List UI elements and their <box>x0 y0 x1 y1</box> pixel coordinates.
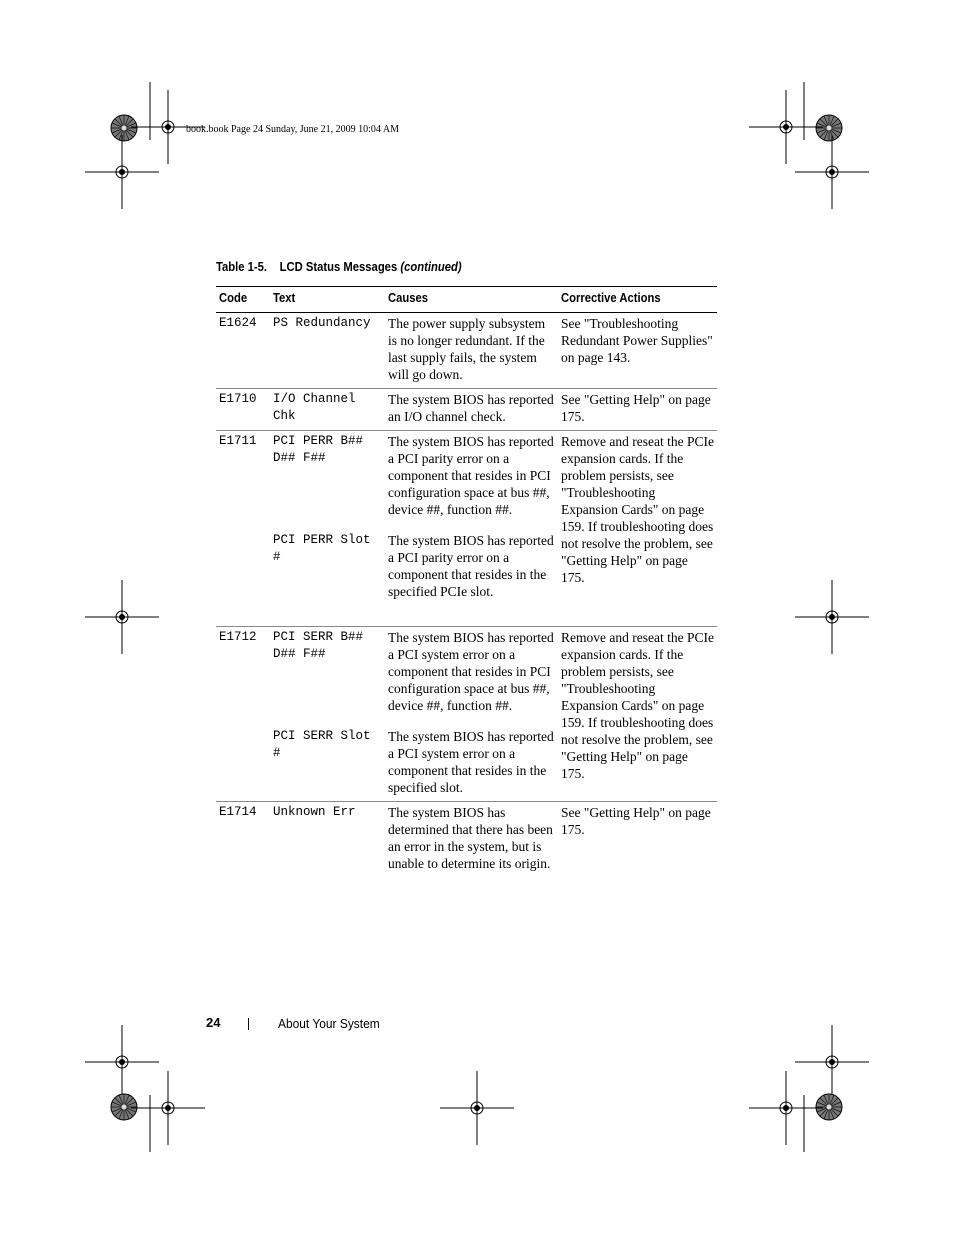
table-row <box>216 431 717 524</box>
registration-wheel-icon <box>816 115 842 141</box>
table-row <box>216 389 717 431</box>
text-cell: PS Redundancy <box>270 313 385 389</box>
crosshair-icon <box>85 1025 159 1099</box>
crosshair-icon <box>85 580 159 654</box>
text-cell: PCI SERR B## D## F## <box>273 630 364 661</box>
crosshair-icon <box>795 135 869 209</box>
crosshair-icon <box>131 1071 205 1145</box>
code-cell: E1711 <box>216 431 270 627</box>
actions-cell: See "Getting Help" on page 175. <box>558 389 717 431</box>
causes-cell: The system BIOS has reported an I/O channel check. <box>385 389 558 431</box>
table-row <box>216 627 717 720</box>
registration-wheel-icon <box>111 1094 137 1120</box>
code-cell: E1624 <box>216 313 270 389</box>
table-continued-label: (continued) <box>400 260 462 274</box>
column-header-code: Code <box>216 287 270 313</box>
registration-wheel-icon <box>816 1094 842 1120</box>
text-cell: PCI PERR B## D## F## <box>273 434 364 465</box>
causes-cell: The system BIOS has reported a PCI parity error on a component that resides in the specified PCIe slot. <box>385 523 558 627</box>
text-cell: Unknown Err <box>273 805 356 819</box>
column-header-corrective-actions: Corrective Actions <box>558 287 717 313</box>
actions-cell: Remove and reseat the PCIe expansion cards. If the problem persists, see "Troubleshooting Expansion Cards" on page 159. If troubleshooting does not resolve the problem, see "Getting Help" on page 175. <box>558 627 717 802</box>
column-header-text: Text <box>270 287 385 313</box>
print-header: book.book Page 24 Sunday, June 21, 2009 10:04 AM <box>186 124 399 135</box>
causes-cell: The system BIOS has reported a PCI parity error on a component that resides in PCI configuration space at bus ##, device ##, function ##. <box>388 434 554 517</box>
column-header-causes: Causes <box>385 287 558 313</box>
crosshair-icon <box>440 1071 514 1145</box>
crosshair-icon <box>749 1071 823 1145</box>
page-number: 24 <box>206 1015 221 1030</box>
text-cell: PCI PERR Slot # <box>270 523 385 627</box>
crosshair-icon <box>85 135 159 209</box>
table-header-row <box>216 287 717 313</box>
code-cell: E1710 <box>216 389 270 431</box>
actions-cell: Remove and reseat the PCIe expansion cards. If the problem persists, see "Troubleshooting Expansion Cards" on page 159. If troubleshooting does not resolve the problem, see "Getting Help" on page 175. <box>558 431 717 627</box>
causes-cell: The system BIOS has reported a PCI system error on a component that resides in the specified slot. <box>385 719 558 802</box>
lcd-status-messages-table <box>216 286 717 877</box>
crosshair-icon <box>795 1025 869 1099</box>
footer-section-title: About Your System <box>278 1016 380 1031</box>
text-cell: PCI SERR Slot # <box>270 719 385 802</box>
crosshair-icon <box>749 90 823 164</box>
text-cell: I/O Channel Chk <box>270 389 385 431</box>
causes-cell: The power supply subsystem is no longer redundant. If the last supply fails, the system will go down. <box>385 313 558 389</box>
causes-cell: The system BIOS has determined that there has been an error in the system, but is unable to determine its origin. <box>388 805 553 871</box>
code-cell: E1714 <box>219 805 257 819</box>
table-row <box>216 802 717 878</box>
actions-cell: See "Getting Help" on page 175. <box>561 805 711 837</box>
table-caption <box>216 260 462 274</box>
actions-cell: See "Troubleshooting Redundant Power Supplies" on page 143. <box>558 313 717 389</box>
crosshair-icon <box>795 580 869 654</box>
footer-divider <box>248 1018 249 1030</box>
code-cell: E1712 <box>216 627 270 802</box>
table-row <box>216 313 717 389</box>
table-title: LCD Status Messages <box>279 260 398 274</box>
registration-wheel-icon <box>111 115 137 141</box>
table-number: Table 1-5. <box>216 260 268 274</box>
causes-cell: The system BIOS has reported a PCI system error on a component that resides in PCI configuration space at bus ##, device ##, function ##. <box>388 630 554 713</box>
